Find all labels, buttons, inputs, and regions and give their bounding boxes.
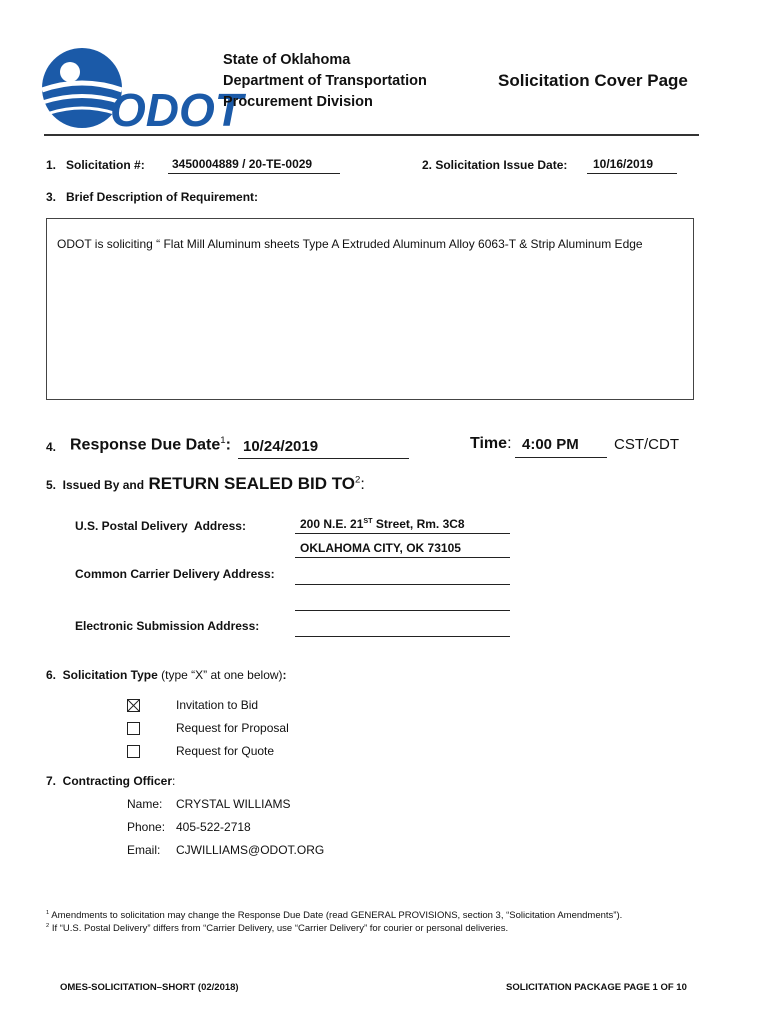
issued-by-small: 5. Issued By and — [46, 478, 145, 492]
postal-address-line1[interactable] — [295, 516, 510, 534]
footnote-1-number: 1 — [46, 910, 50, 916]
solicitation-number-label: 1. Solicitation #: — [46, 158, 145, 172]
issued-by-label — [46, 474, 365, 494]
issue-date-field[interactable] — [587, 157, 677, 174]
logo-text: ODOT — [110, 84, 243, 136]
org-division: Procurement Division — [223, 94, 373, 110]
contracting-officer-colon: : — [172, 774, 176, 788]
footnote-ref-1: 1 — [220, 435, 226, 446]
officer-phone-value: 405-522-2718 — [176, 820, 251, 834]
carrier-address-line2[interactable] — [295, 594, 510, 611]
postal-street-suffix: ST — [363, 516, 373, 525]
description-text: ODOT is soliciting “ Flat Mill Aluminum sheets Type A Extruded Aluminum Alloy 6063-T & Strip Aluminum Edge — [57, 237, 643, 251]
response-due-field[interactable] — [238, 438, 409, 459]
contracting-officer-label — [46, 774, 175, 788]
solicitation-type-colon: : — [282, 668, 287, 682]
footnote-1 — [46, 910, 622, 921]
officer-email-value[interactable]: CJWILLIAMS@ODOT.ORG — [176, 843, 325, 857]
issue-date-value: 10/16/2019 — [593, 157, 654, 171]
checkbox-invitation-to-bid[interactable] — [127, 699, 140, 712]
officer-email-label: Email: — [127, 843, 161, 857]
solicitation-number-field[interactable] — [168, 157, 340, 174]
time-label — [470, 435, 512, 453]
x-mark-icon — [128, 700, 139, 711]
footnote-ref-2: 2 — [355, 474, 361, 486]
officer-phone-label: Phone: — [127, 820, 166, 834]
description-box[interactable] — [46, 218, 694, 400]
response-due-label — [70, 435, 231, 454]
carrier-address-label: Common Carrier Delivery Address: — [75, 567, 275, 581]
checkbox-request-for-quote[interactable] — [127, 745, 140, 758]
time-value: 4:00 PM — [522, 436, 579, 453]
time-colon: : — [507, 435, 512, 452]
response-due-text: Response Due Date — [70, 436, 221, 454]
response-due-value: 10/24/2019 — [243, 438, 319, 455]
postal-street: 200 N.E. 21 — [300, 517, 364, 531]
officer-name-value: CRYSTAL WILLIAMS — [176, 797, 291, 811]
issue-date-label: 2. Solicitation Issue Date: — [422, 158, 568, 172]
contracting-officer-title: 7. Contracting Officer — [46, 774, 173, 788]
solicitation-type-hint: (type “X” at one below) — [161, 668, 283, 682]
electronic-address-label: Electronic Submission Address: — [75, 619, 260, 633]
footnote-2-text: If “U.S. Postal Delivery” differs from “Carrier Delivery, use “Carrier Delivery” for courier or personal deliveries. — [51, 923, 509, 935]
org-department: Department of Transportation — [223, 73, 427, 89]
checkbox-request-for-proposal[interactable] — [127, 722, 140, 735]
description-label: 3. Brief Description of Requirement: — [46, 190, 259, 204]
page-title: Solicitation Cover Page — [498, 71, 688, 90]
postal-address-line2[interactable] — [295, 541, 510, 558]
solicitation-type-title: 6. Solicitation Type — [46, 668, 158, 682]
footnote-2 — [46, 923, 508, 934]
response-colon: : — [225, 436, 231, 454]
footnote-1-text: Amendments to solicitation may change the Response Due Date (read GENERAL PROVISIONS, section 3, “Solicitation Amendments”). — [51, 910, 623, 922]
postal-city: OKLAHOMA CITY, OK 73105 — [300, 541, 461, 555]
footnote-2-number: 2 — [46, 923, 50, 929]
timezone: CST/CDT — [614, 436, 679, 453]
solicitation-number-value: 3450004889 / 20-TE-0029 — [172, 157, 313, 171]
page-info: SOLICITATION PACKAGE PAGE 1 OF 10 — [506, 982, 687, 993]
solicitation-type-label — [46, 668, 287, 682]
issued-by-colon: : — [360, 476, 365, 493]
odot-logo — [40, 46, 243, 136]
return-sealed-bid-label: RETURN SEALED BID TO — [148, 474, 356, 493]
officer-name-label: Name: — [127, 797, 163, 811]
postal-address-label: U.S. Postal Delivery Address: — [75, 519, 246, 533]
time-text: Time — [470, 435, 508, 452]
org-state: State of Oklahoma — [223, 52, 351, 68]
postal-room: Street, Rm. 3C8 — [372, 517, 465, 531]
electronic-address-field[interactable] — [295, 620, 510, 637]
option-request-for-quote: Request for Quote — [176, 744, 275, 758]
option-invitation-to-bid: Invitation to Bid — [176, 698, 259, 712]
carrier-address-line1[interactable] — [295, 568, 510, 585]
form-id: OMES-SOLICITATION–SHORT (02/2018) — [60, 982, 239, 993]
option-request-for-proposal: Request for Proposal — [176, 721, 289, 735]
response-number: 4. — [46, 440, 57, 454]
time-field[interactable] — [515, 436, 607, 458]
header-divider — [44, 134, 699, 136]
